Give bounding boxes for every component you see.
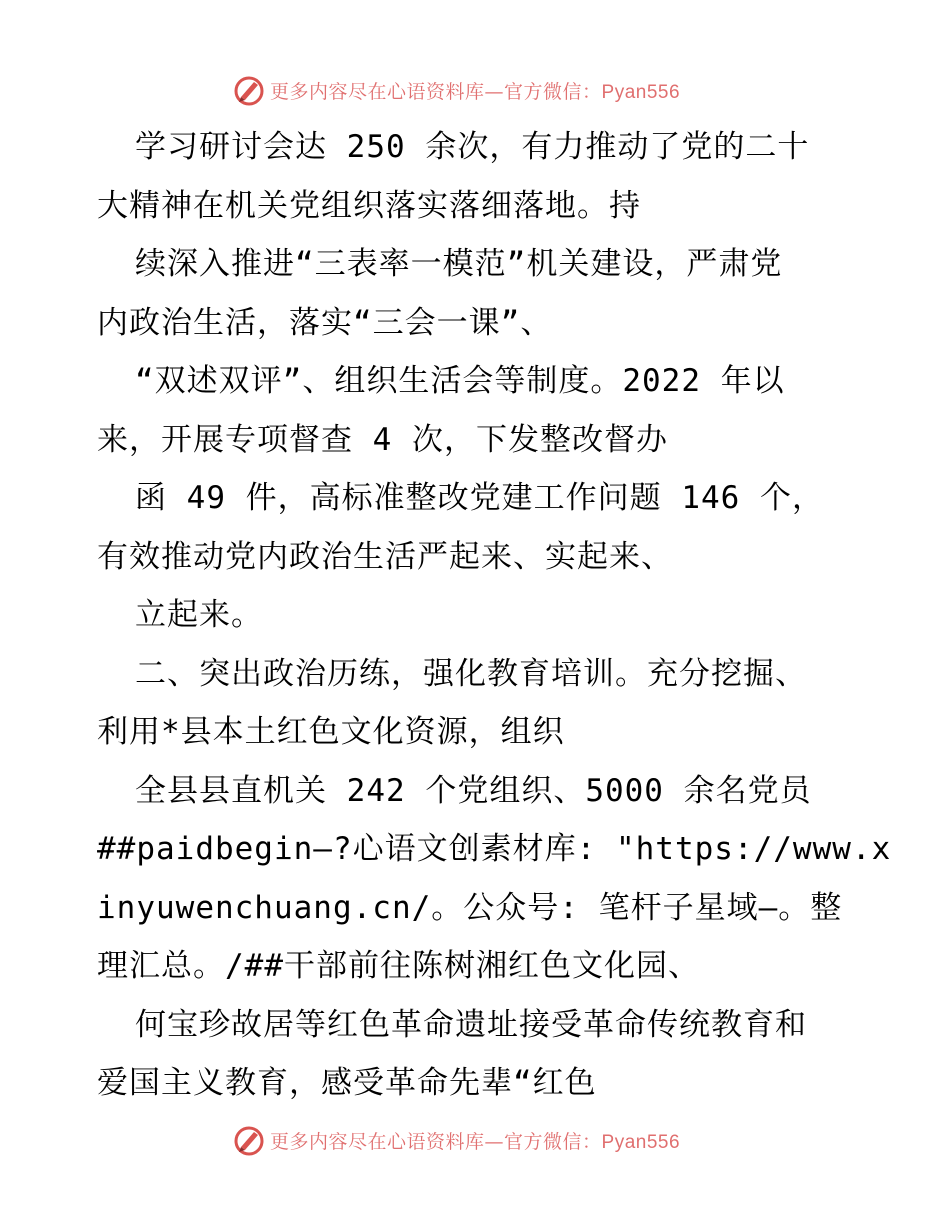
body-line: “双述双评”、组织生活会等制度。2022 年以 <box>135 363 785 399</box>
body-line: 何宝珍故居等红色革命遗址接受革命传统教育和 <box>135 1006 807 1043</box>
body-line: 学习研讨会达 250 余次，有力推动了党的二十 <box>135 129 810 165</box>
body-line: 大精神在机关党组织落实落细落地。持 <box>97 187 641 224</box>
wechat-id: Pyan556 <box>601 81 681 103</box>
body-line: ##paidbegin—?心语文创素材库: "https://www.x <box>97 831 892 867</box>
brand-logo-icon <box>232 1123 266 1157</box>
body-line: 来，开展专项督查 4 次，下发整改督办 <box>97 421 668 458</box>
body-line: 全县县直机关 242 个党组织、5000 余名党员 <box>135 772 812 809</box>
brand-logo-icon <box>232 73 266 107</box>
watermark-text: 更多内容尽在心语资料库—官方微信：Pyan556 <box>270 1130 681 1153</box>
body-line: 续深入推进“三表率一模范”机关建设，严肃党 <box>135 246 783 282</box>
body-line: 立起来。 <box>135 597 263 633</box>
header-watermark-banner <box>232 72 680 108</box>
wechat-id: Pyan556 <box>601 1131 681 1153</box>
body-line: 二、突出政治历练，强化教育培训。充分挖掘、 <box>135 655 807 692</box>
body-line: inyuwenchuang.cn/。公众号: 笔杆子星域—。整 <box>97 889 843 926</box>
document-body <box>97 118 892 1113</box>
body-line: 有效推动党内政治生活严起来、实起来、 <box>97 538 673 575</box>
body-line: 内政治生活，落实“三会一课”、 <box>97 304 553 341</box>
body-line: 函 49 件，高标准整改党建工作问题 146 个， <box>135 480 824 516</box>
body-line: 理汇总。/##干部前往陈树湘红色文化园、 <box>97 948 700 984</box>
body-line: 利用*县本土红色文化资源，组织 <box>97 714 565 750</box>
body-line: 爱国主义教育，感受革命先辈“红色 <box>97 1065 597 1101</box>
watermark-text: 更多内容尽在心语资料库—官方微信：Pyan556 <box>270 80 681 103</box>
footer-watermark-banner <box>232 1122 680 1158</box>
